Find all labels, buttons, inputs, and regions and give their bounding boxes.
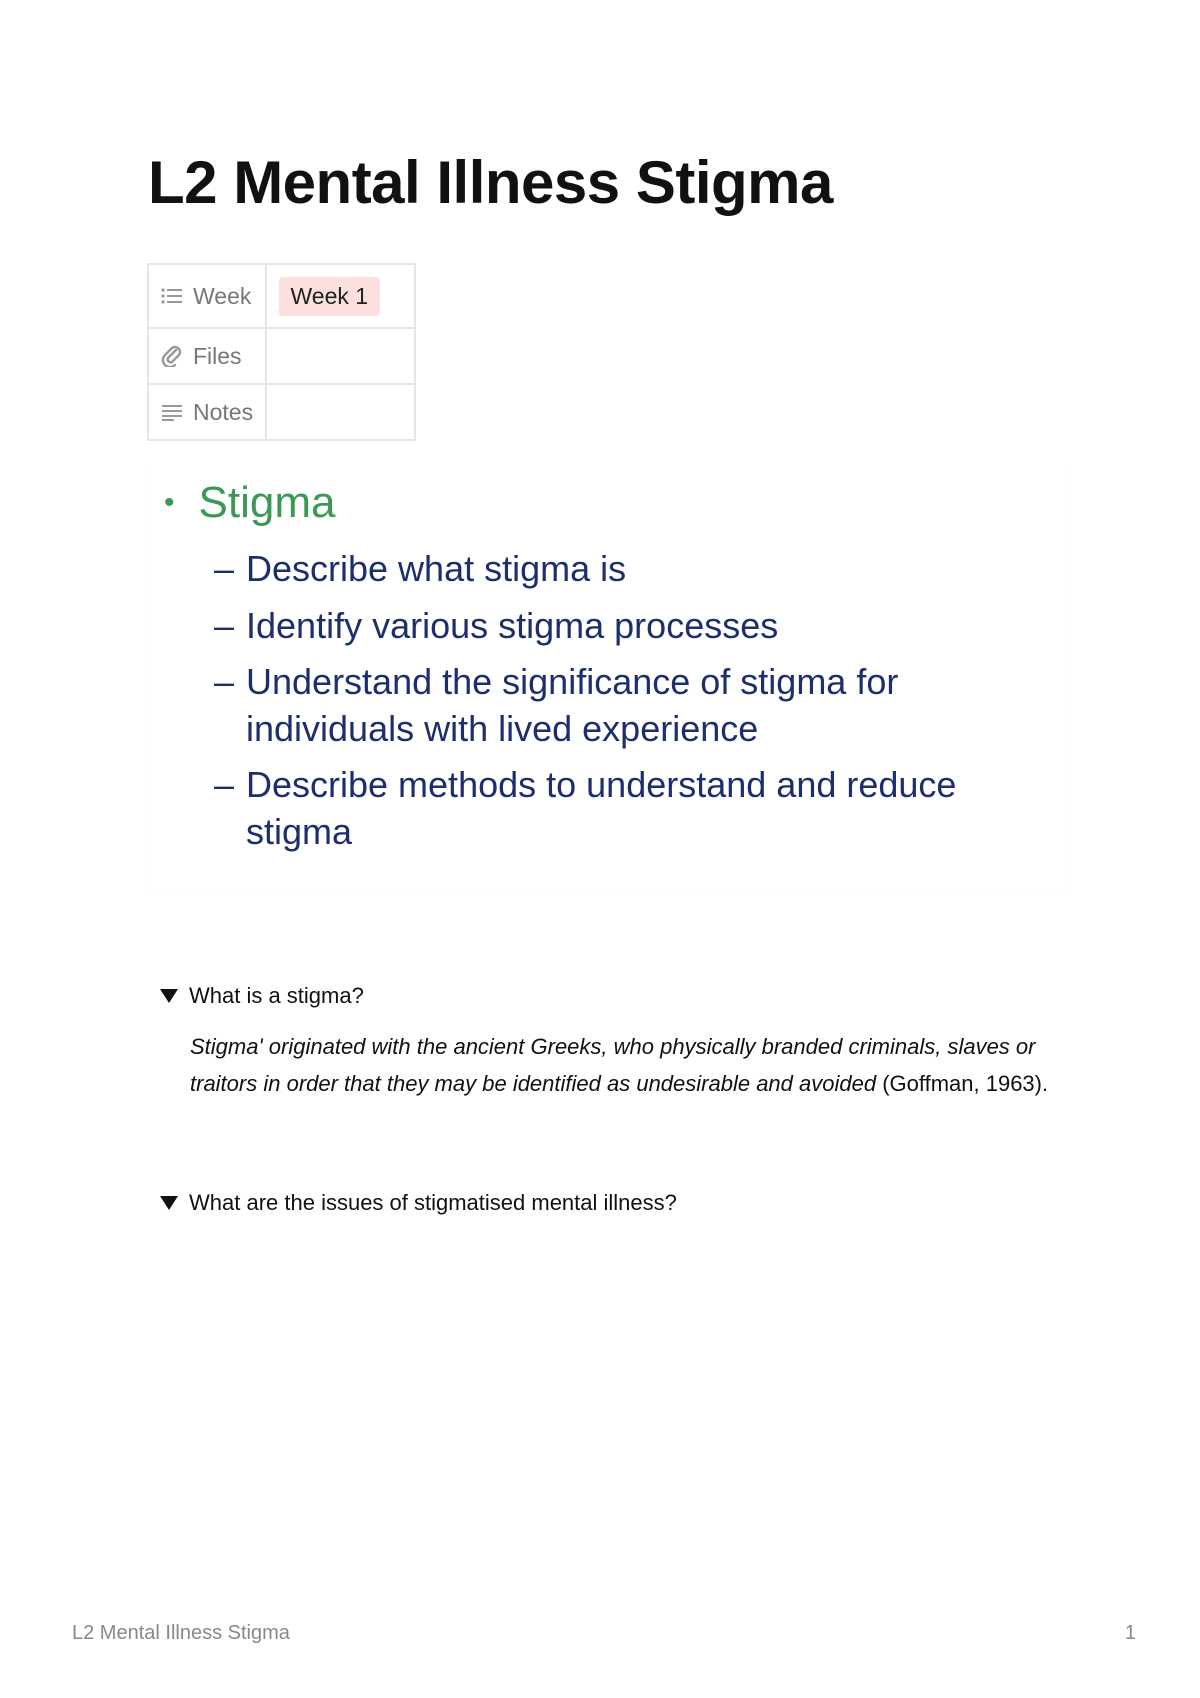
quote-text: Stigma' originated with the ancient Greeks, who physically branded criminals, slaves or traitors in order that they may be identified as undesirable and avoided (190, 1034, 1036, 1096)
list-icon (161, 287, 183, 305)
slide-image (148, 470, 1068, 890)
properties-table (147, 263, 416, 441)
property-value-cell[interactable] (266, 384, 415, 440)
footer-title: L2 Mental Illness Stigma (72, 1622, 290, 1644)
property-row-files (148, 328, 415, 384)
toggle-summary[interactable]: What are the issues of stigmatised mental illness? (189, 1190, 677, 1215)
property-key-cell (148, 328, 266, 384)
property-row-week (148, 264, 415, 328)
slide-item-text: Describe methods to understand and reduce stigma (246, 764, 957, 852)
bullet-dot-icon: • (164, 486, 175, 519)
toggle-body (190, 1028, 1070, 1102)
property-row-notes (148, 384, 415, 440)
toggle-issues-stigmatised[interactable] (160, 1190, 677, 1216)
page-number: 1 (1124, 1622, 1136, 1644)
property-label: Files (193, 342, 242, 369)
dash-icon: – (214, 605, 235, 646)
week-tag[interactable]: Week 1 (279, 277, 381, 316)
slide-main-text: Stigma (198, 478, 336, 527)
slide-item-text: Understand the significance of stigma for individuals with lived experience (246, 661, 899, 749)
property-value-cell[interactable] (266, 328, 415, 384)
slide-item (214, 602, 1046, 649)
property-label: Week (193, 282, 252, 309)
triangle-down-icon[interactable] (160, 989, 178, 1003)
triangle-down-icon[interactable] (160, 1196, 178, 1210)
paperclip-icon (161, 345, 183, 367)
property-key-cell (148, 264, 266, 328)
citation-text: (Goffman, 1963). (876, 1071, 1049, 1096)
property-key-cell (148, 384, 266, 440)
property-value-cell[interactable] (266, 264, 415, 328)
slide-item (214, 761, 1046, 855)
toggle-what-is-stigma[interactable] (160, 983, 364, 1009)
dash-icon: – (214, 764, 235, 805)
slide-item (214, 658, 994, 752)
slide-item-text: Describe what stigma is (246, 548, 627, 589)
dash-icon: – (214, 661, 235, 702)
dash-icon: – (214, 548, 235, 589)
slide-item (214, 545, 1046, 592)
slide-main-bullet (164, 478, 335, 528)
page-title: L2 Mental Illness Stigma (148, 149, 833, 216)
property-label: Notes (193, 398, 254, 425)
text-lines-icon (161, 403, 183, 421)
toggle-summary[interactable]: What is a stigma? (189, 983, 364, 1008)
slide-item-text: Identify various stigma processes (246, 605, 779, 646)
